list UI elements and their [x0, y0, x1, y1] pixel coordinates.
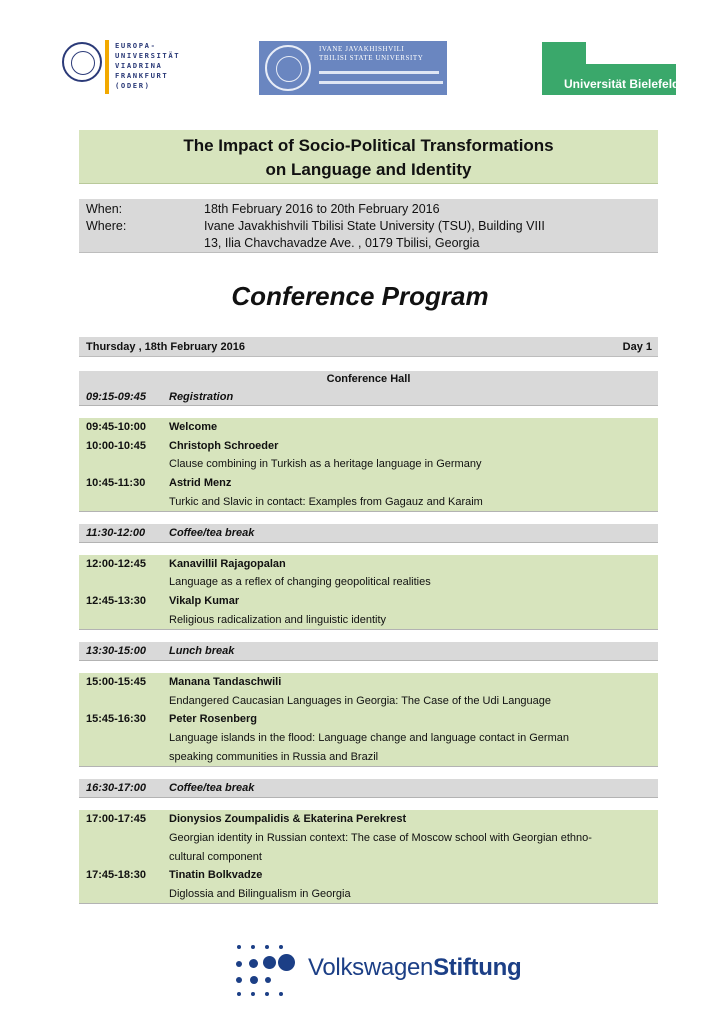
viadrina-seal-icon [62, 42, 102, 82]
time-slot: 16:30-17:00 [86, 782, 146, 794]
day-header [79, 337, 658, 357]
time-slot: 10:45-11:30 [86, 477, 146, 489]
venue-header: Conference Hall [79, 371, 658, 388]
tsu-seal-icon [265, 45, 311, 91]
tsu-georgian-script [319, 71, 439, 74]
program-heading: Conference Program [231, 281, 489, 311]
speaker-name: Vikalp Kumar [169, 595, 240, 607]
schedule-block-evening [79, 810, 658, 904]
talk-title-cont: cultural component [169, 851, 262, 863]
schedule-row-break [79, 779, 658, 798]
time-slot: 12:45-13:30 [86, 595, 146, 607]
talk-title: Georgian identity in Russian context: The case of Moscow school with Georgian ethno- [169, 832, 592, 844]
time-slot: 15:45-16:30 [86, 713, 146, 725]
schedule-block-midday [79, 555, 658, 630]
sponsor-name: VolkswagenStiftung [308, 954, 522, 981]
schedule-block-afternoon [79, 673, 658, 767]
day-label: Day 1 [622, 341, 652, 353]
speaker-name: Dionysios Zoumpalidis & Ekaterina Perekrest [169, 813, 407, 825]
time-slot: 17:45-18:30 [86, 869, 146, 881]
speaker-name: Kanavillil Rajagopalan [169, 558, 286, 570]
talk-title: Endangered Caucasian Languages in Georgia: The Case of the Udi Language [169, 695, 552, 707]
talk-title-cont: speaking communities in Russia and Brazil [169, 751, 379, 763]
talk-title: Religious radicalization and linguistic identity [169, 614, 387, 626]
conference-title-line1: The Impact of Socio-Political Transformations [183, 136, 554, 155]
speaker-name: Tinatin Bolkvadze [169, 869, 263, 881]
conference-title-line2: on Language and Identity [265, 160, 472, 179]
bielefeld-logo [542, 42, 680, 95]
tsu-logo [259, 41, 447, 95]
viadrina-logo [62, 40, 197, 96]
talk-title: Turkic and Slavic in contact: Examples from Gagauz and Karaim [169, 496, 483, 508]
viadrina-logo-text: EUROPA- UNIVERSITÄT VIADRINA FRANKFURT (ODER) [115, 41, 181, 90]
time-slot: 13:30-15:00 [86, 645, 146, 657]
where-address: 13, Ilia Chavchavadze Ave. , 0179 Tbilisi, Georgia [204, 236, 480, 250]
event-info-box [79, 199, 658, 253]
where-label: Where: [86, 219, 127, 233]
talk-title: Diglossia and Bilingualism in Georgia [169, 888, 351, 900]
session-label: Coffee/tea break [169, 782, 255, 794]
time-slot: 17:00-17:45 [86, 813, 146, 825]
session-label: Coffee/tea break [169, 527, 255, 539]
speaker-name: Manana Tandaschwili [169, 676, 282, 688]
when-label: When: [86, 202, 123, 216]
schedule-row-registration [79, 388, 658, 406]
when-value: 18th February 2016 to 20th February 2016 [204, 202, 440, 216]
tsu-georgian-script [319, 81, 443, 84]
talk-title: Clause combining in Turkish as a heritage language in Germany [169, 458, 482, 470]
tsu-name-line1: IVANE JAVAKHISHVILI [319, 45, 405, 53]
schedule-row-break [79, 524, 658, 543]
session-label: Lunch break [169, 645, 235, 657]
time-slot: 09:15-09:45 [86, 391, 146, 403]
logo-divider [105, 40, 109, 94]
tsu-name-line2: TBILISI STATE UNIVERSITY [319, 54, 424, 62]
time-slot: 11:30-12:00 [86, 527, 146, 539]
time-slot: 09:45-10:00 [86, 421, 146, 433]
conference-title-box [79, 130, 658, 184]
bielefeld-logo-text: Universität Bielefeld [564, 77, 680, 91]
time-slot: 15:00-15:45 [86, 676, 146, 688]
speaker-name: Christoph Schroeder [169, 440, 279, 452]
speaker-name: Astrid Menz [169, 477, 232, 489]
schedule-block-morning [79, 418, 658, 512]
talk-title: Language as a reflex of changing geopolitical realities [169, 576, 431, 588]
where-value: Ivane Javakhishvili Tbilisi State University (TSU), Building VIII [204, 219, 545, 233]
schedule-row-lunch [79, 642, 658, 661]
talk-title: Language islands in the flood: Language change and language contact in German [169, 732, 569, 744]
speaker-name: Peter Rosenberg [169, 713, 258, 725]
time-slot: 12:00-12:45 [86, 558, 146, 570]
session-label: Welcome [169, 421, 218, 433]
volkswagen-stiftung-logo [232, 940, 522, 1002]
session-label: Registration [169, 391, 234, 403]
day-date: Thursday , 18th February 2016 [86, 341, 245, 353]
time-slot: 10:00-10:45 [86, 440, 146, 452]
